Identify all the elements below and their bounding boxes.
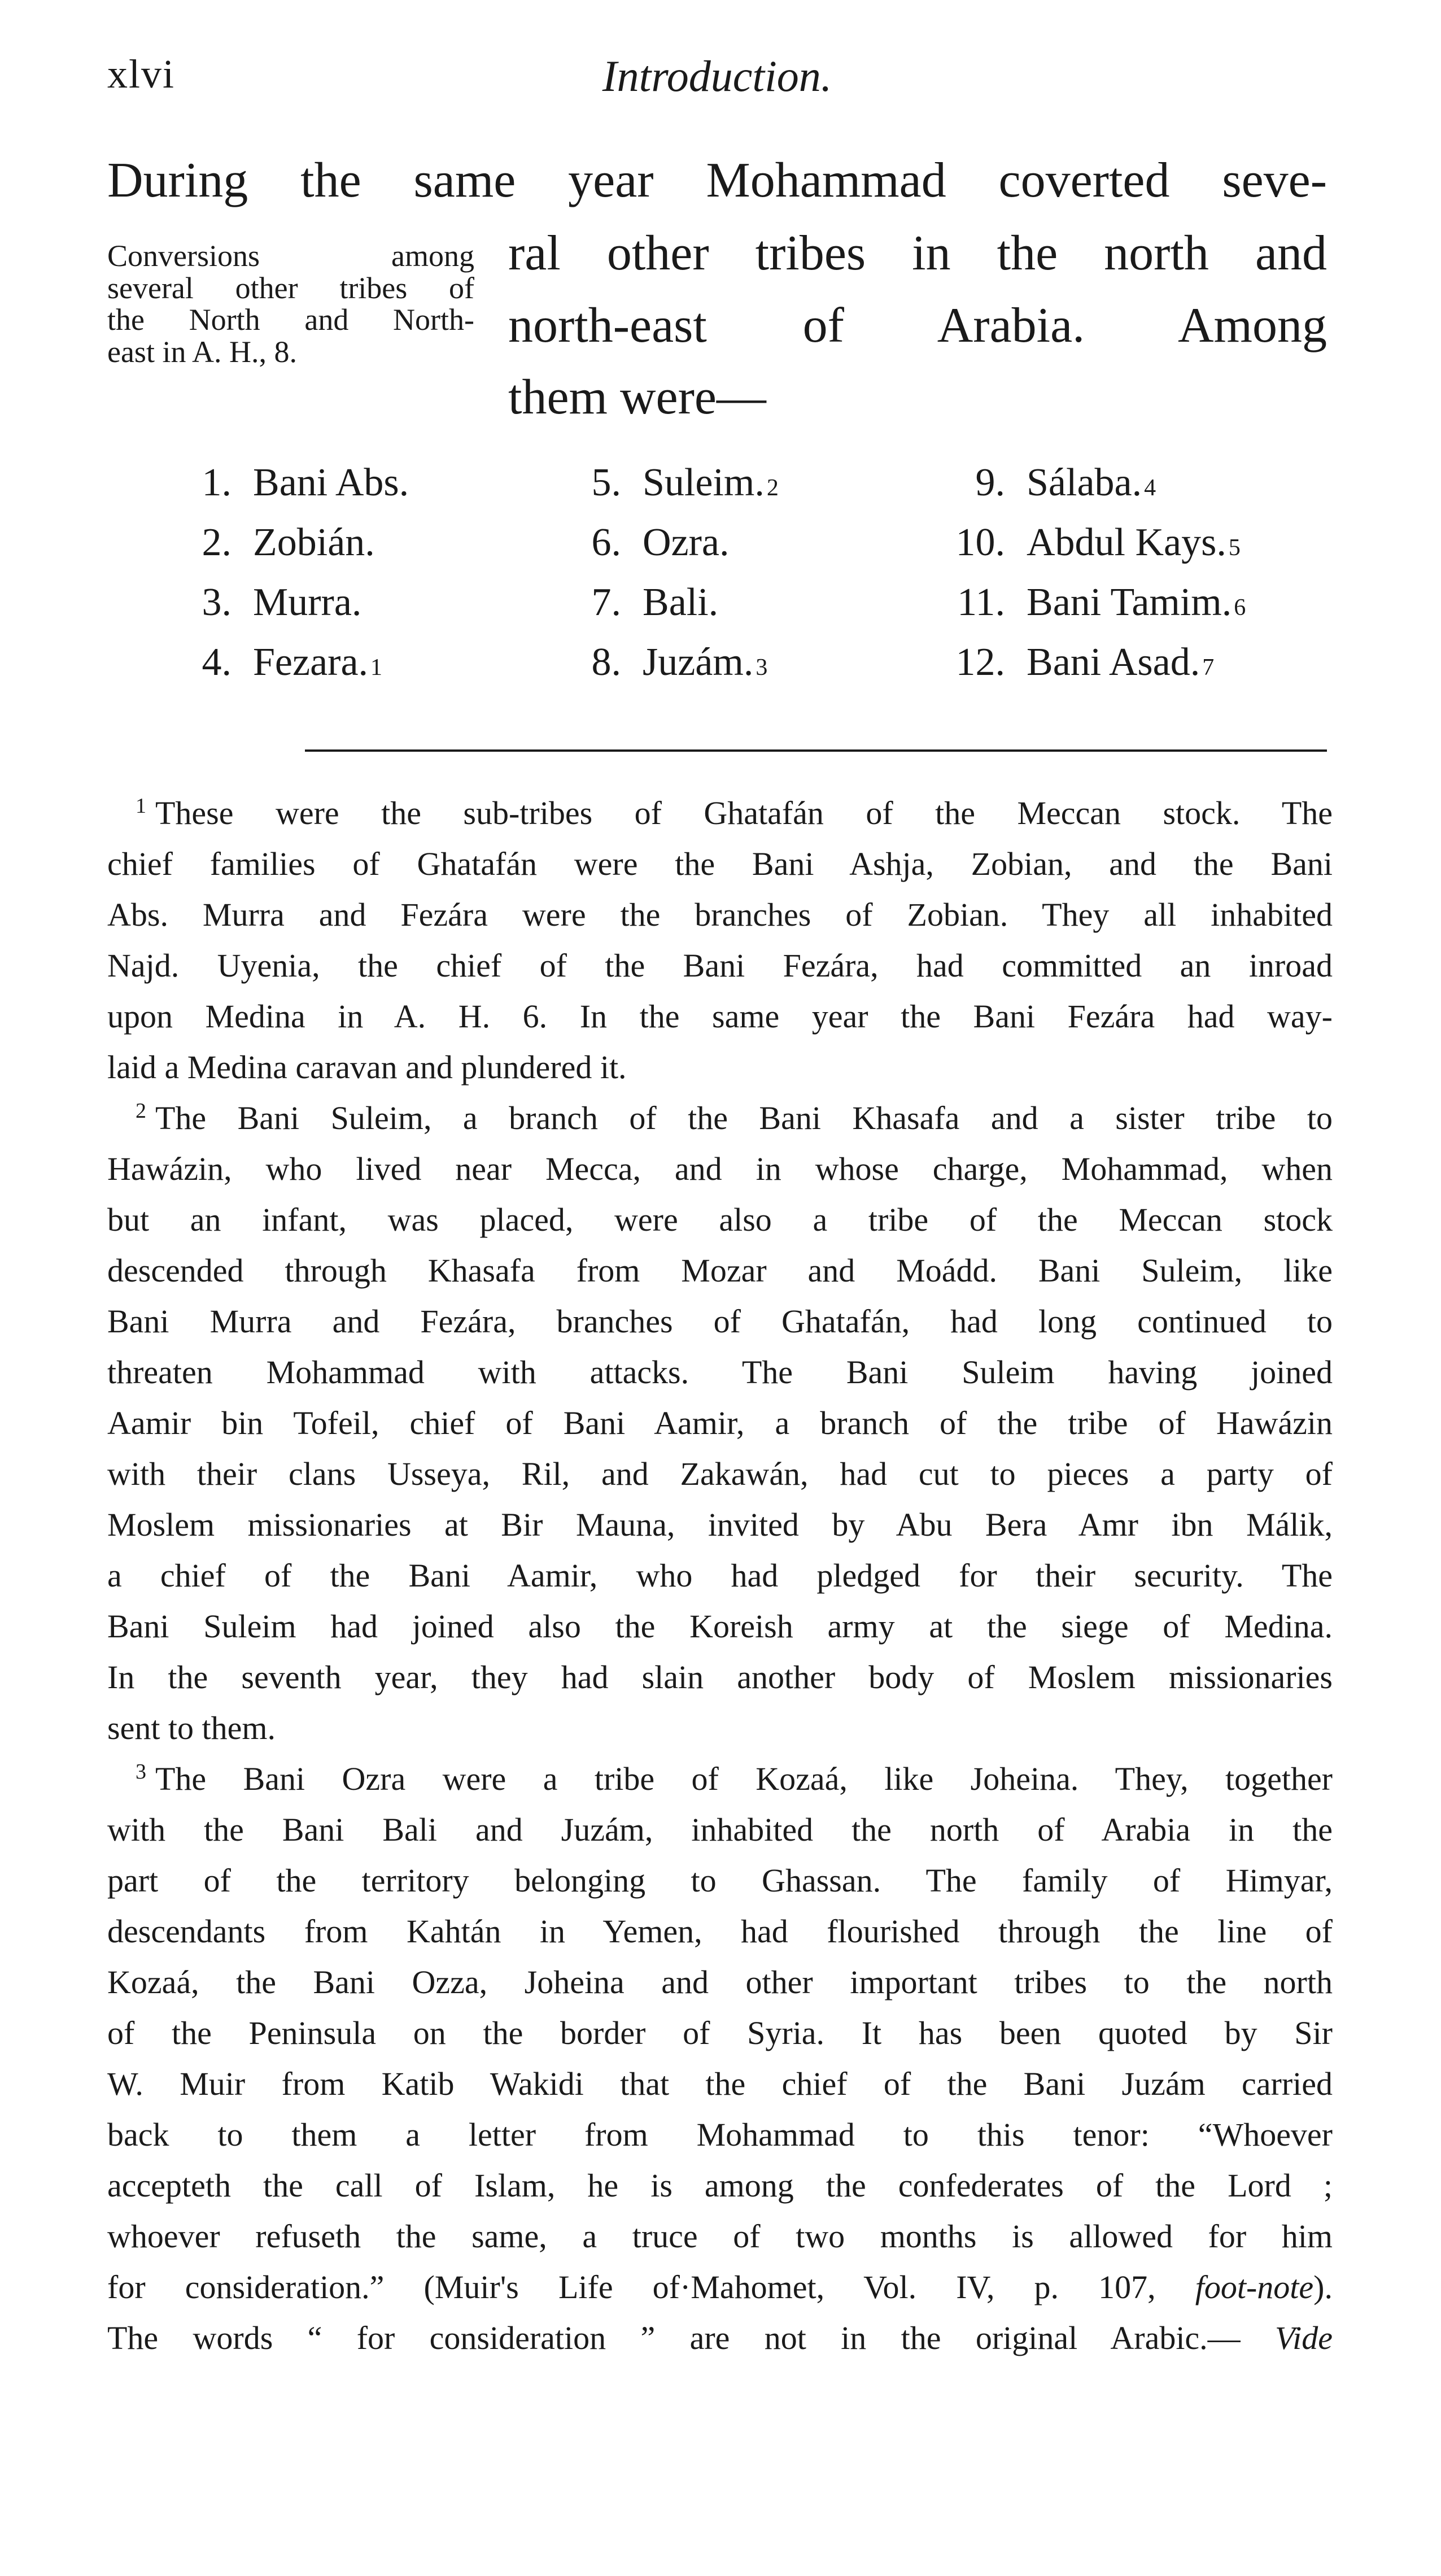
footnote-line: Kozaá, the Bani Ozza, Joheina and other important tribes to the north <box>107 1964 1333 2000</box>
tribe-name: Fezara. <box>253 640 369 684</box>
footnote-text: The Bani Ozra were a tribe of Kozaá, like Joheina. They, together <box>155 1760 1333 1797</box>
footnote-text: ). <box>1313 2269 1333 2305</box>
tribe-name: Bani Abs. <box>253 461 409 504</box>
footnote-italic-text: Vide <box>1275 2320 1333 2356</box>
margin-note-line: east in A. H., 8. <box>107 335 297 369</box>
tribes-list <box>107 460 1327 698</box>
footnote-line: Hawázin, who lived near Mecca, and in whose charge, Mohammad, when <box>107 1150 1333 1187</box>
footnote-2 <box>107 1093 1333 1754</box>
tribe-name: Zobián. <box>253 521 375 564</box>
tribe-number: 8. <box>591 640 621 684</box>
tribe-name: Juzám. <box>643 640 754 684</box>
tribe-number: 5. <box>591 461 621 504</box>
footnote-line: with the Bani Bali and Juzám, inhabited the north of Arabia in the <box>107 1811 1333 1848</box>
footnote-line: Abs. Murra and Fezára were the branches of Zobian. They all inhabited <box>107 896 1333 933</box>
tribe-name: Murra. <box>253 581 362 624</box>
tribes-column <box>920 460 1246 700</box>
tribe-number: 11. <box>957 581 1005 624</box>
tribe-item <box>169 580 409 640</box>
footnote-3 <box>107 1754 1333 2364</box>
tribes-column <box>169 460 409 700</box>
footnote-line: descendants from Kahtán in Yemen, had flourished through the line of <box>107 1913 1333 1950</box>
main-first-line: During the same year Mohammad coverted seve- <box>107 153 1327 208</box>
tribe-number: 7. <box>591 581 621 624</box>
footnote-line: upon Medina in A. H. 6. In the same year the Bani Fezára had way- <box>107 998 1333 1035</box>
footnote-mark: 3 <box>136 1759 146 1784</box>
tribe-item: 4. Fezara. 1 <box>169 640 409 700</box>
tribe-number: 1. <box>202 461 232 504</box>
footnote-text: for consideration.” (Muir's Life of·Mahomet, Vol. IV, p. 107, <box>107 2269 1195 2305</box>
tribe-number: 9. <box>975 461 1005 504</box>
tribe-number: 3. <box>202 581 232 624</box>
footnote-line: sent to them. <box>107 1710 276 1746</box>
page-header <box>107 51 1327 113</box>
footnote-line <box>107 1093 1333 1144</box>
tribe-number: 4. <box>202 640 232 684</box>
tribe-item: 10. Abdul Kays. 5 <box>920 520 1246 580</box>
footnote-line <box>107 2262 1333 2313</box>
margin-note-line: the North and North- <box>107 303 474 337</box>
tribe-name: Bali. <box>643 581 719 624</box>
main-paragraph <box>508 217 1327 434</box>
footnote-line: but an infant, was placed, were also a tribe of the Meccan stock <box>107 1201 1333 1238</box>
footnote-line: Najd. Uyenia, the chief of the Bani Fezára, had committed an inroad <box>107 947 1333 984</box>
tribe-item: 11. Bani Tamim. 6 <box>920 580 1246 640</box>
footnote-line: threaten Mohammad with attacks. The Bani Suleim having joined <box>107 1354 1333 1391</box>
tribe-item: 5. Suleim. 2 <box>559 460 779 520</box>
tribe-number: 2. <box>202 521 232 564</box>
margin-note <box>107 217 508 434</box>
footnote-italic-text: foot-note <box>1195 2269 1314 2305</box>
page-number: xlvi <box>107 51 176 97</box>
footnote-line <box>107 1754 1333 1804</box>
tribe-number: 6. <box>591 521 621 564</box>
tribe-item <box>559 520 779 580</box>
footnote-divider <box>305 749 1327 752</box>
footnote-line: part of the territory belonging to Ghassan. The family of Himyar, <box>107 1862 1333 1899</box>
paragraph-line: north-east of Arabia. Among <box>508 298 1327 353</box>
tribe-item <box>169 520 409 580</box>
margin-note-line: Conversions among <box>107 239 474 273</box>
tribe-item: 12. Bani Asad. 7 <box>920 640 1246 700</box>
tribes-column <box>559 460 779 700</box>
footnote-line: Bani Suleim had joined also the Koreish army at the siege of Medina. <box>107 1608 1333 1645</box>
main-text <box>107 150 1327 434</box>
tribe-number: 12. <box>955 640 1005 684</box>
tribe-item <box>169 460 409 520</box>
tribe-name: Sálaba. <box>1027 461 1142 504</box>
footnote-line: with their clans Usseya, Ril, and Zakawán, had cut to pieces a party of <box>107 1455 1333 1492</box>
footnote-line: a chief of the Bani Aamir, who had pledged for their security. The <box>107 1557 1333 1594</box>
footnote-line <box>107 788 1333 839</box>
footnote-text: The words “ for consideration ” are not in the original Arabic.— <box>107 2320 1276 2356</box>
footnote-line: Moslem missionaries at Bir Mauna, invited by Abu Bera Amr ibn Málik, <box>107 1506 1333 1543</box>
tribe-name: Suleim. <box>643 461 765 504</box>
footnote-line: descended through Khasafa from Mozar and Moádd. Bani Suleim, like <box>107 1252 1333 1289</box>
tribe-number: 10. <box>955 521 1005 564</box>
margin-note-line: several other tribes of <box>107 271 474 305</box>
paragraph-line: ral other tribes in the north and <box>508 226 1327 281</box>
tribe-item: 9. Sálaba. 4 <box>920 460 1246 520</box>
footnote-line: chief families of Ghatafán were the Bani Ashja, Zobian, and the Bani <box>107 845 1333 882</box>
footnote-line: laid a Medina caravan and plundered it. <box>107 1049 627 1086</box>
footnotes <box>107 788 1333 2364</box>
footnote-line: Bani Murra and Fezára, branches of Ghatafán, had long continued to <box>107 1303 1333 1340</box>
tribe-name: Ozra. <box>643 521 730 564</box>
footnote-text: The Bani Suleim, a branch of the Bani Khasafa and a sister tribe to <box>155 1100 1333 1136</box>
footnote-line: whoever refuseth the same, a truce of two months is allowed for him <box>107 2218 1333 2255</box>
footnote-line: back to them a letter from Mohammad to this tenor: “Whoever <box>107 2116 1333 2153</box>
footnote-1 <box>107 788 1333 1093</box>
tribe-name: Bani Asad. <box>1027 640 1200 684</box>
footnote-text: These were the sub-tribes of Ghatafán of the Meccan stock. The <box>155 795 1333 831</box>
running-title: Introduction. <box>602 51 832 101</box>
tribe-name: Abdul Kays. <box>1027 521 1226 564</box>
footnote-line: of the Peninsula on the border of Syria. It has been quoted by Sir <box>107 2015 1333 2051</box>
footnote-line: accepteth the call of Islam, he is among the confederates of the Lord ; <box>107 2167 1333 2204</box>
tribe-name: Bani Tamim. <box>1027 581 1232 624</box>
footnote-line: In the seventh year, they had slain another body of Moslem missionaries <box>107 1659 1333 1695</box>
footnote-line: W. Muir from Katib Wakidi that the chief of the Bani Juzám carried <box>107 2065 1333 2102</box>
footnote-line: Aamir bin Tofeil, chief of Bani Aamir, a branch of the tribe of Hawázin <box>107 1405 1333 1441</box>
footnote-mark: 2 <box>136 1099 146 1123</box>
tribe-item: 8. Juzám. 3 <box>559 640 779 700</box>
main-body-row <box>107 217 1327 434</box>
paragraph-line: them were— <box>508 370 766 425</box>
tribe-item <box>559 580 779 640</box>
footnote-line <box>107 2313 1333 2364</box>
footnote-mark: 1 <box>136 794 146 818</box>
